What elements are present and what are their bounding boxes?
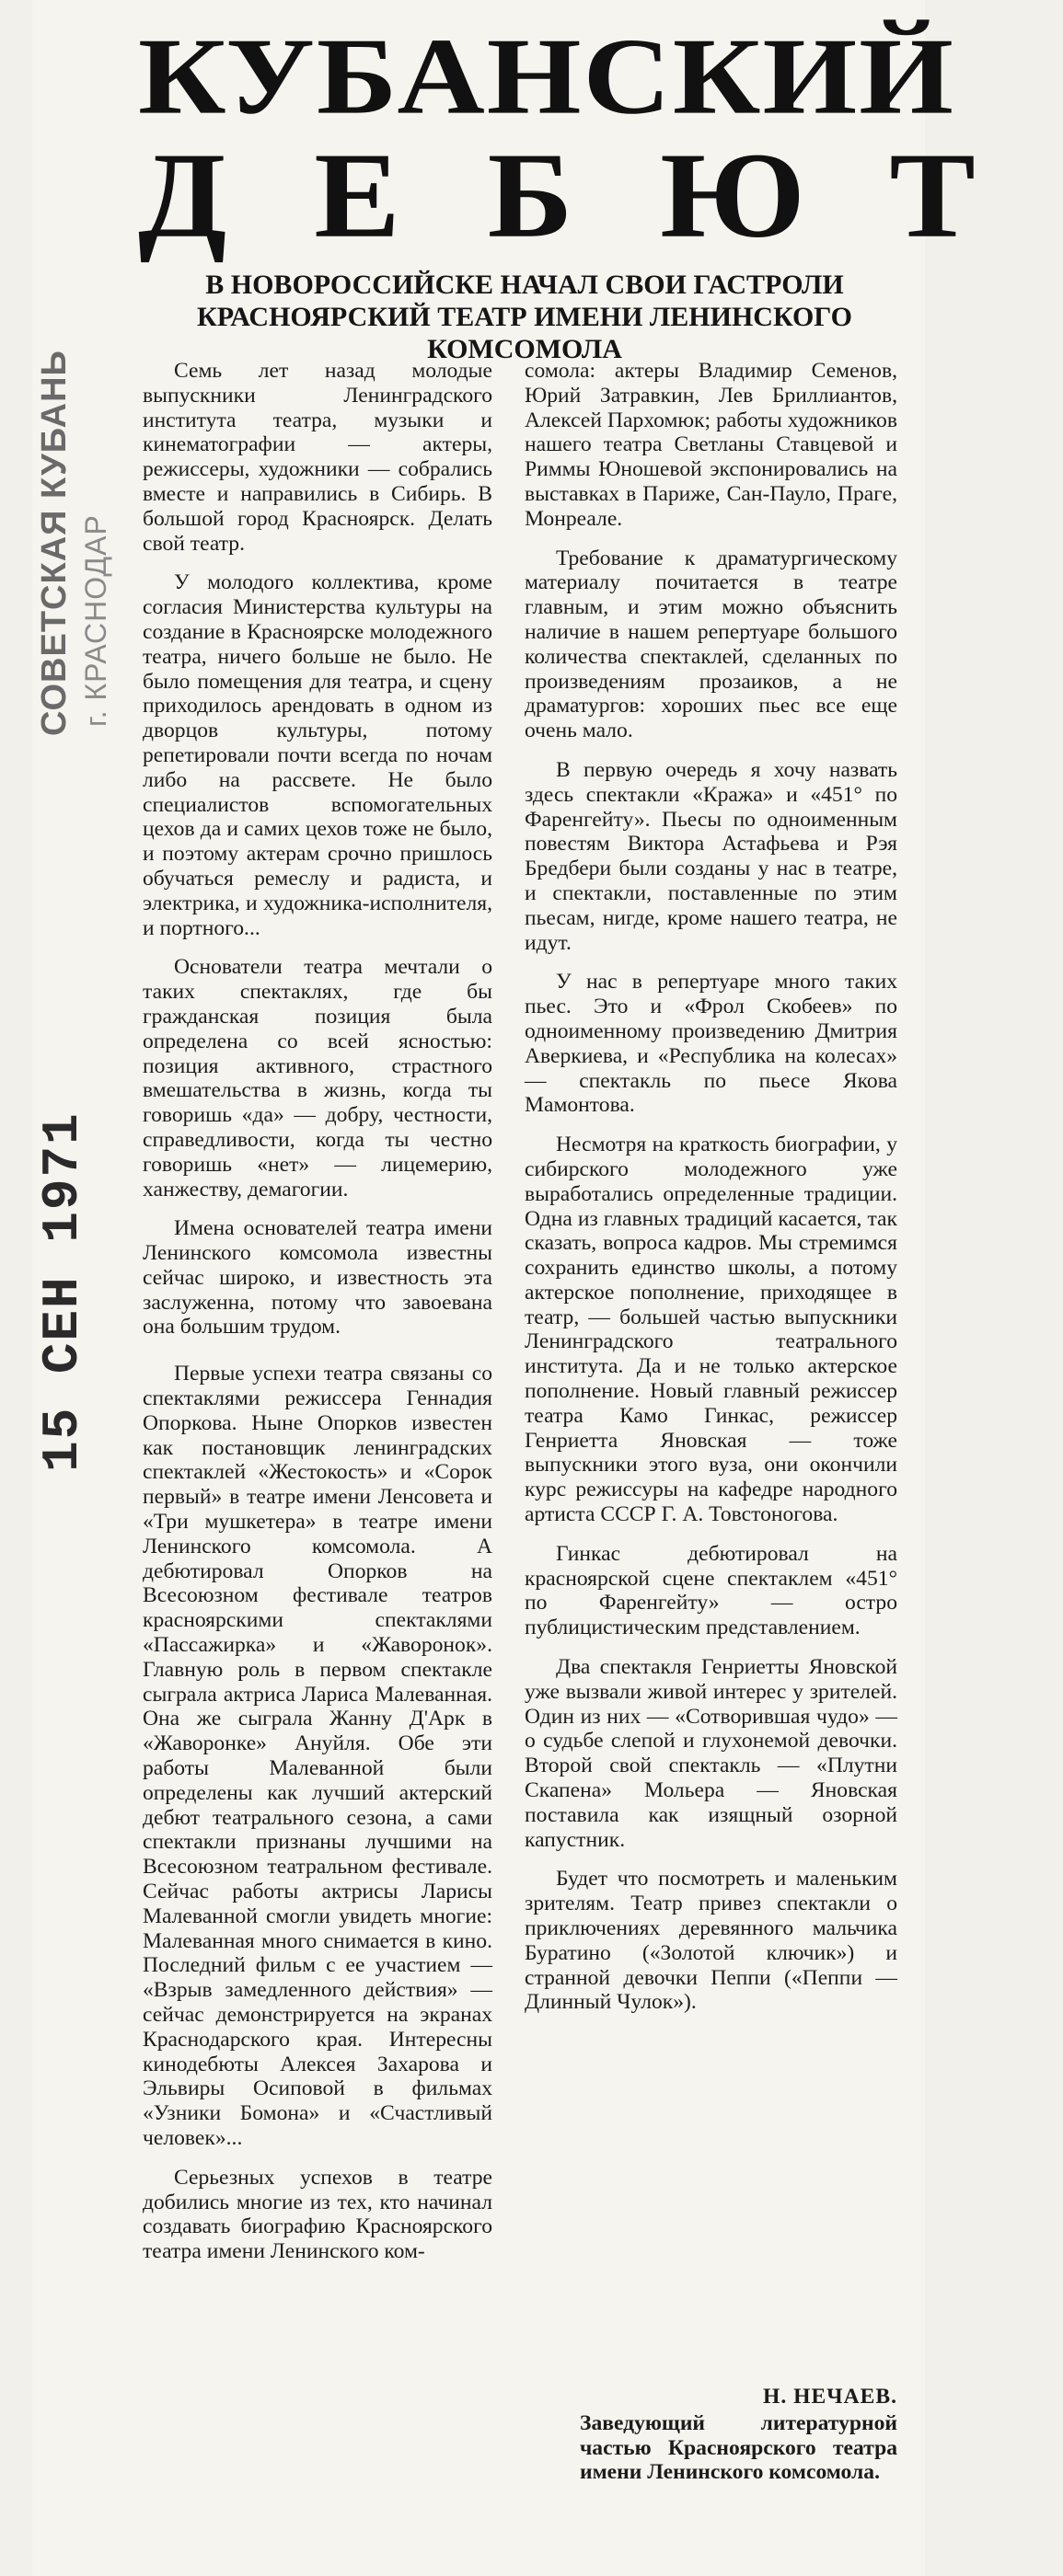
headline-line-1: КУБАНСКИЙ (138, 15, 955, 137)
paragraph: У нас в репертуаре много таких пьес. Это и «Фрол Скобеев» по одноименному произведению Дмитрия Аверкиева, и «Республика на колесах» — спектакль по пьесе Якова Мамонтова. (525, 970, 897, 1118)
paragraph: Семь лет назад молодые выпускники Ленинградского института театра, музыки и кинематографии — актеры, режиссеры, художники — собрались вместе и направились в Сибирь. В большой город Красноярск. Делать свой театр. (143, 359, 492, 556)
newspaper-stamp (26, 350, 112, 736)
date-stamp (28, 1111, 101, 1472)
paragraph: Имена основателей театра имени Ленинского комсомола известны сейчас широко, и известность эта заслуженна, потому что завоевана она большим трудом. (143, 1216, 492, 1340)
paragraph: Будет что посмотреть и маленьким зрителям. Театр привез спектакли о приключениях деревянного мальчика Буратино («Золотой ключик») и странной девочки Пеппи («Пеппи — Длинный Чулок»). (525, 1867, 897, 2015)
stamp-city: г. КРАСНОДАР (79, 514, 112, 727)
article-column-2 (525, 359, 897, 2030)
article-column-1 (143, 359, 492, 2279)
paragraph: Первые успехи театра связаны со спектаклями режиссера Геннадия Опоркова. Ныне Опорков известен как постановщик ленинградских спектаклей «Жестокость» и «Сорок первый» в театре имени Ленсовета и «Три мушкетера» в театре имени Ленинского комсомола. А дебютировал Опорков на Всесоюзном фестивале театров красноярскими спектаклями «Пассажирка» и «Жаворонок». Главную роль в первом спектакле сыграла актриса Лариса Малеванная. Она же сыграла Жанну Д'Арк в «Жаворонке» Ануйля. Обе эти работы Малеванной были определены как лучший актерский дебют театрального сезона, а сами спектакли признаны лучшими на Всесоюзном театральном фестивале. Сейчас работы актрисы Ларисы Малеванной смогли увидеть многие: Малеванная много снимается в кино. Последний фильм с ее участием — «Взрыв замедленного действия» — сейчас демонстрируется на экранах Краснодарского края. Интересны кинодебюты Алексея Захарова и Эльвиры Осиповой в фильмах «Узники Бомона» и «Счастливый человек»... (143, 1362, 492, 2150)
paragraph: Требование к драматургическому материалу почитается в театре главным, и этим можно объяснить наличие в нашем репертуаре большого количества спектаклей, сделанных по произведениям прозаиков, а не драматургов: хороших пьес все еще очень мало. (525, 546, 897, 743)
paragraph: Несмотря на краткость биографии, у сибирского молодежного уже выработались определенные традиции. Одна из главных традиций касается, так сказать, вопроса кадров. Мы стремимся сохранить единство школы, а потому актерское пополнение, приходящее в театр, — большей частью выпускники Ленинградского театрального института. Да и не только актерское пополнение. Новый главный режиссер театра Камо Гинкас, режиссер Генриетта Яновская — тоже выпускники этого вуза, они окончили курс режиссуры на кафедре народного артиста СССР Г. А. Товстоногова. (525, 1133, 897, 1527)
stamp-date: 15 СЕН 1971 (33, 1111, 92, 1472)
paragraph: Серьезных успехов в театре добились многие из тех, кто начинал создавать биографию Красноярского театра имени Ленинского ком- (143, 2165, 492, 2264)
paragraph: Основатели театра мечтали о таких спектаклях, где бы гражданская позиция была определена со всей ясностью: позиция активного, страстного вмешательства в жизнь, когда ты говоришь «да» — добру, честности, справедливости, когда ты честно говоришь «нет» — лицемерию, ханжеству, демагогии. (143, 955, 492, 1202)
author-position: Заведующий литературной частью Красноярского театра имени Ленинского комсомола. (580, 2410, 897, 2485)
headline (138, 15, 1063, 264)
paragraph: У молодого коллектива, кроме согласия Министерства культуры на создание в Красноярске молодежного театра, ничего больше не было. Не было помещения для театра, и сцену приходилось арендовать в одном из дворцов культуры, потому репетировали почти всегда по ночам либо на рассвете. Не было специалистов вспомогательных цехов да и самих цехов тоже не было, и поэтому актерам срочно пришлось обучаться ремеслу и радиста, и электрика, и художника-исполнителя, и портного... (143, 570, 492, 940)
signature-block (580, 2385, 897, 2485)
paragraph: Два спектакля Генриетты Яновской уже вызвали живой интерес у зрителей. Один из них — «Сотворившая чудо» — о судьбе слепой и глухонемой девочки. Второй свой спектакль — «Плутни Скапена» Мольера — Яновская поставила как изящный озорной капустник. (525, 1655, 897, 1852)
paragraph: сомола: актеры Владимир Семенов, Юрий Затравкин, Лев Бриллиантов, Алексей Пархомюк; работы художников нашего театра Светланы Ставцевой и Риммы Юношевой экспонировались на выставках в Париже, Сан-Пауло, Праге, Монреале. (525, 359, 897, 531)
author-name: Н. НЕЧАЕВ. (763, 2385, 897, 2409)
headline-line-2: ДЕБЮТ (138, 127, 1063, 264)
stamp-newspaper-name: СОВЕТСКАЯ КУБАНЬ (35, 350, 74, 736)
subheadline: В НОВОРОССИЙСКЕ НАЧАЛ СВОИ ГАСТРОЛИ КРАСНОЯРСКИЙ ТЕАТР ИМЕНИ ЛЕНИНСКОГО КОМСОМОЛА (197, 270, 852, 364)
paragraph: Гинкас дебютировал на красноярской сцене спектаклем «451° по Фаренгейту» — остро публицистическим представлением. (525, 1541, 897, 1640)
paragraph: В первую очередь я хочу назвать здесь спектакли «Кража» и «451° по Фаренгейту». Пьесы по одноименным повестям Виктора Астафьева и Рэя Бредбери были созданы у нас в театре, и спектакли, поставленные по этим пьесам, нигде, кроме нашего театра, не идут. (525, 757, 897, 955)
